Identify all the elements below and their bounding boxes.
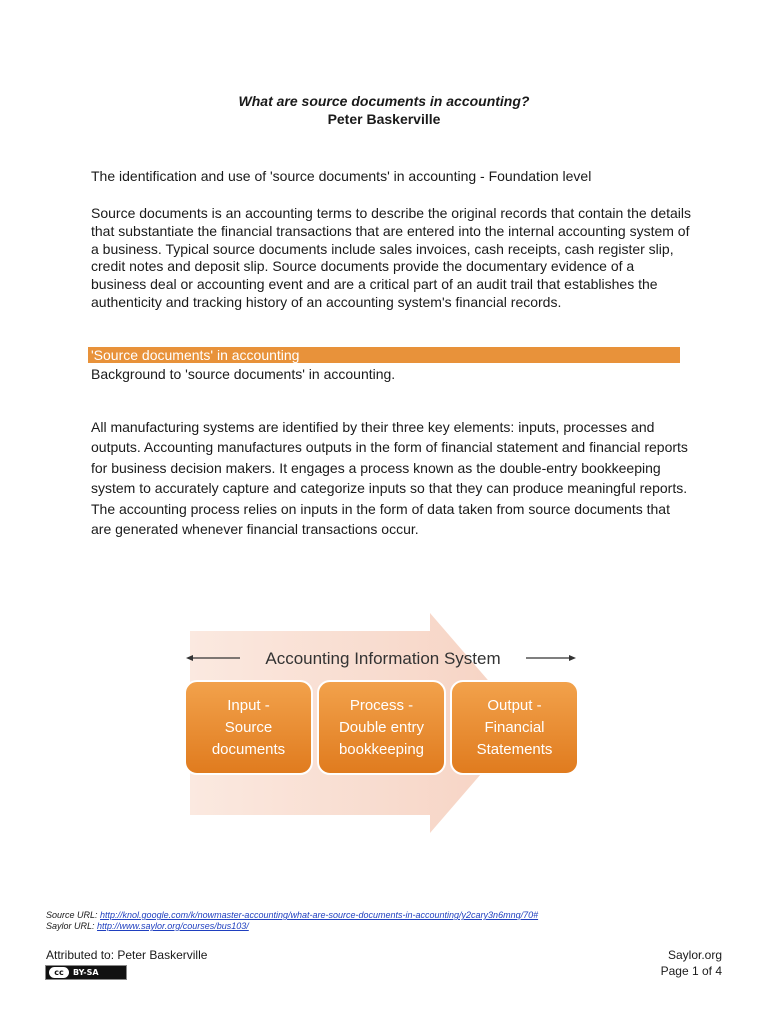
attribution: Attributed to: Peter Baskerville bbox=[46, 948, 208, 962]
background-line: Background to 'source documents' in accounting. bbox=[91, 366, 396, 382]
output-box bbox=[451, 681, 578, 774]
process-box-line1: Process - bbox=[349, 697, 414, 714]
process-box-line2: Double entry bbox=[338, 719, 425, 736]
saylor-url-link[interactable]: http://www.saylor.org/courses/bus103/ bbox=[97, 921, 249, 931]
output-box-line1: Output - bbox=[487, 697, 542, 714]
title-arrow-left-head bbox=[186, 655, 193, 661]
process-box bbox=[318, 681, 445, 774]
saylor-url-label: Saylor URL: bbox=[46, 921, 98, 931]
document-author: Peter Baskerville bbox=[327, 111, 441, 127]
accounting-information-system-diagram bbox=[180, 605, 600, 850]
manufacturing-paragraph: All manufacturing systems are identified by their three key elements: inputs, processes and outputs. Accounting manufactures outputs in the form of financial statement and financial reports for business decision makers. It engages a process known as the double-entry bookkeeping system to accurately capture and categorize inputs so that they can produce meaningful reports. The accounting process relies on inputs in the form of data taken from source documents that are generated whenever financial transactions occur. bbox=[91, 419, 688, 538]
source-url-label: Source URL: bbox=[46, 910, 101, 920]
cc-license-text: BY-SA bbox=[73, 968, 99, 977]
saylor-url-line bbox=[46, 921, 249, 932]
source-url-link[interactable]: http://knol.google.com/k/nowmaster-accounting/what-are-source-documents-in-accounting/y2cary3n6mnq/70# bbox=[100, 910, 539, 920]
source-url-line bbox=[46, 910, 538, 921]
cc-license-badge[interactable] bbox=[45, 965, 127, 980]
page-number: Page 1 of 4 bbox=[660, 964, 722, 978]
intro-paragraph: The identification and use of 'source documents' in accounting - Foundation level bbox=[91, 168, 592, 184]
title-arrow-right-head bbox=[569, 655, 576, 661]
input-box-line3: documents bbox=[211, 741, 286, 758]
source-documents-paragraph: Source documents is an accounting terms to describe the original records that contain the details that substantiate the financial transactions that are entered into the internal accounting system of a business. Typical source documents include sales invoices, cash receipts, cash register slip, credit notes and deposit slip. Source documents provide the documentary evidence of a business deal or accounting event and are a critical part of an audit trail that establishes the authenticity and tracking history of an accounting system's financial records. bbox=[91, 205, 691, 310]
saylor-org-label: Saylor.org bbox=[667, 948, 722, 962]
input-box-line1: Input - bbox=[227, 697, 270, 714]
input-box bbox=[185, 681, 312, 774]
cc-icon: cc bbox=[49, 967, 69, 978]
section-heading: 'Source documents' in accounting bbox=[91, 347, 300, 363]
output-box-line2: Financial bbox=[484, 719, 545, 736]
process-box-line3: bookkeeping bbox=[338, 741, 425, 758]
output-box-line3: Statements bbox=[476, 741, 553, 758]
input-box-line2: Source bbox=[224, 719, 273, 736]
diagram-title: Accounting Information System bbox=[265, 649, 501, 668]
document-title: What are source documents in accounting? bbox=[238, 93, 530, 109]
section-heading-bar bbox=[88, 347, 680, 363]
